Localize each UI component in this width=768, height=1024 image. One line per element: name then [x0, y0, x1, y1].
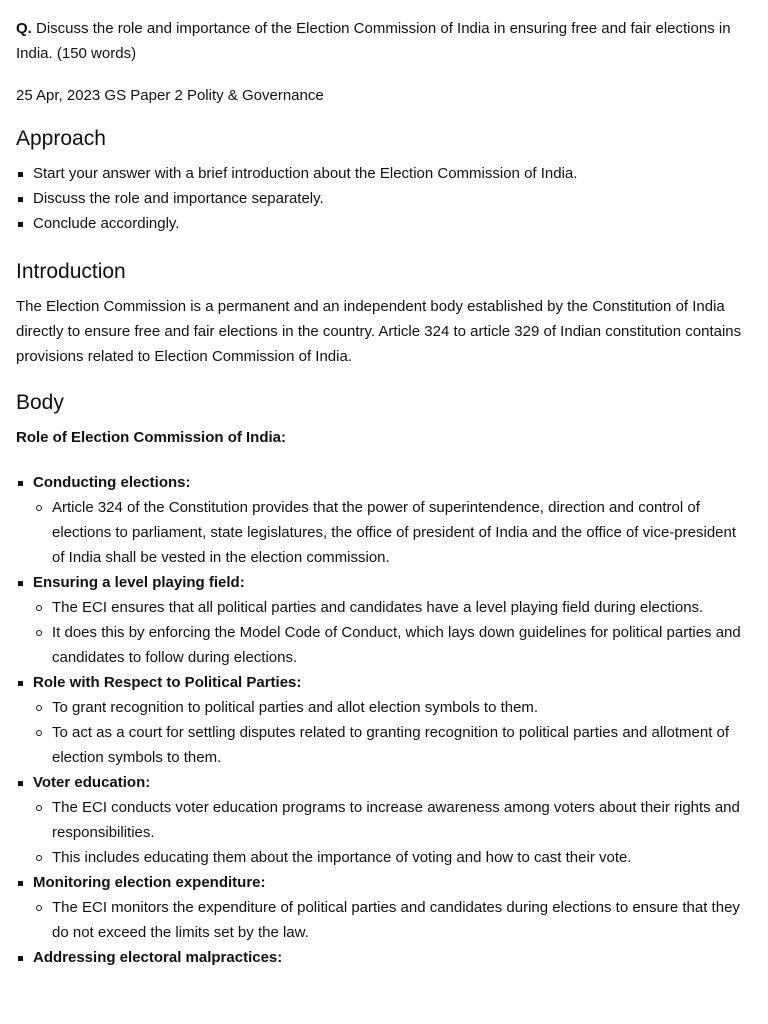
role-point: The ECI ensures that all political parties and candidates have a level playing field during elections.: [33, 595, 752, 620]
question-prefix: Q.: [16, 20, 32, 37]
role-item: [16, 570, 752, 670]
role-item: [16, 670, 752, 770]
role-title: Monitoring election expenditure:: [33, 874, 266, 891]
approach-item: Discuss the role and importance separately.: [16, 186, 752, 211]
role-points: [33, 695, 752, 770]
question: [16, 16, 752, 66]
role-point: Article 324 of the Constitution provides that the power of superintendence, direction and control of elections to parliament, state legislatures, the office of president of India and the office of vice-president of India shall be vested in the election commission.: [33, 495, 752, 570]
role-heading: Role of Election Commission of India:: [16, 429, 287, 446]
role-item: [16, 770, 752, 870]
approach-item: Start your answer with a brief introduction about the Election Commission of India.: [16, 161, 752, 186]
approach-heading: Approach: [16, 127, 106, 150]
question-text: Discuss the role and importance of the Election Commission of India in ensuring free and fair elections in India. (150 words): [16, 20, 731, 62]
introduction-heading: Introduction: [16, 260, 126, 283]
introduction-text: The Election Commission is a permanent and an independent body established by the Constitution of India directly to ensure free and fair elections in the country. Article 324 to article 329 of Indian constitution contains provisions related to Election Commission of India.: [16, 298, 742, 365]
role-points: [33, 895, 752, 945]
role-point: This includes educating them about the importance of voting and how to cast their vote.: [33, 845, 752, 870]
role-title: Conducting elections:: [33, 474, 191, 491]
role-title: Role with Respect to Political Parties:: [33, 674, 302, 691]
role-item: [16, 870, 752, 945]
roles-list: [16, 470, 752, 970]
body-heading: Body: [16, 391, 64, 414]
role-point: To act as a court for settling disputes related to granting recognition to political parties and allotment of election symbols to them.: [33, 720, 752, 770]
article-meta: 25 Apr, 2023 GS Paper 2 Polity & Governance: [16, 87, 324, 104]
approach-list: [16, 161, 752, 236]
role-point: To grant recognition to political parties and allot election symbols to them.: [33, 695, 752, 720]
role-title: Voter education:: [33, 774, 151, 791]
role-points: [33, 495, 752, 570]
role-title: Addressing electoral malpractices:: [33, 949, 283, 966]
role-point: The ECI monitors the expenditure of political parties and candidates during elections to ensure that they do not exceed the limits set by the law.: [33, 895, 752, 945]
role-item: [16, 470, 752, 570]
role-point: It does this by enforcing the Model Code of Conduct, which lays down guidelines for political parties and candidates to follow during elections.: [33, 620, 752, 670]
approach-item: Conclude accordingly.: [16, 211, 752, 236]
role-points: [33, 595, 752, 670]
role-point: The ECI conducts voter education programs to increase awareness among voters about their rights and responsibilities.: [33, 795, 752, 845]
role-title: Ensuring a level playing field:: [33, 574, 245, 591]
role-item: [16, 945, 752, 970]
role-points: [33, 795, 752, 870]
